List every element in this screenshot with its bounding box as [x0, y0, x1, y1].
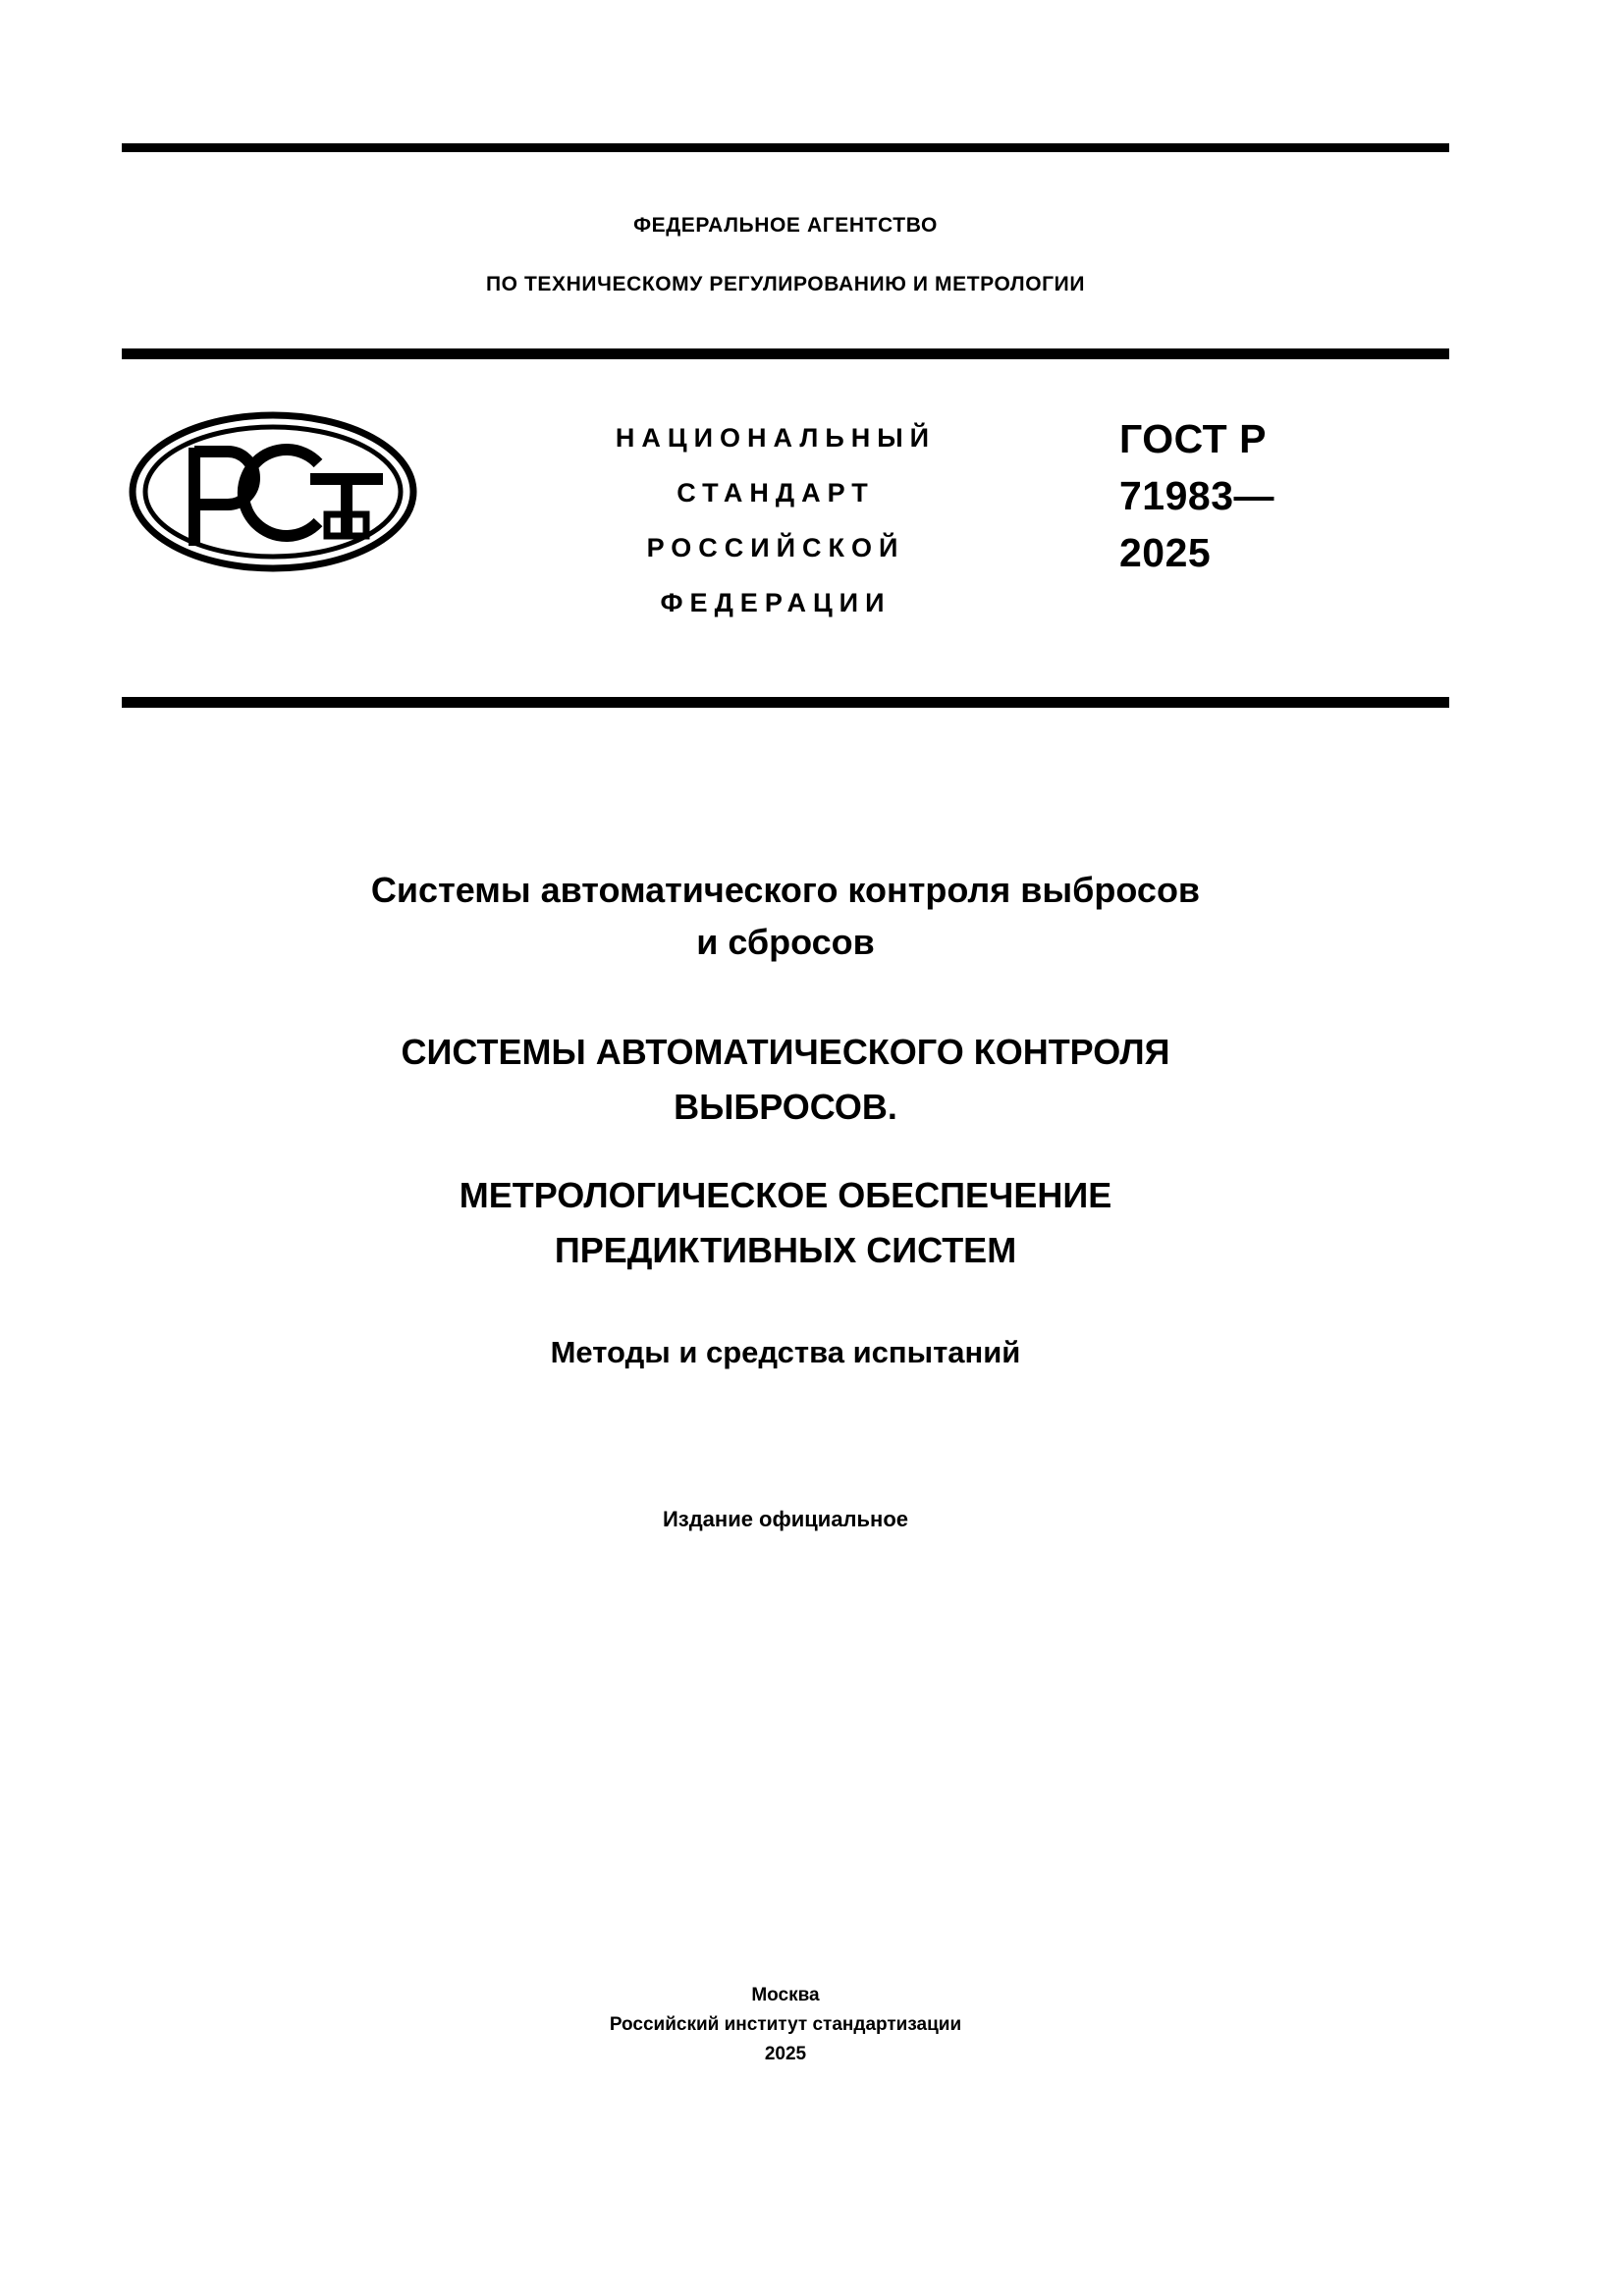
- official-edition-note: Издание официальное: [662, 1507, 909, 1531]
- document-subtitle: [147, 864, 1424, 968]
- imprint-block: [147, 1981, 1424, 2069]
- national-standard-line1: НАЦИОНАЛЬНЫЙ: [615, 423, 937, 453]
- imprint-publisher: Российский институт стандартизации: [609, 2014, 962, 2035]
- standard-designation-line3: 2025: [1119, 530, 1212, 575]
- imprint-city: Москва: [751, 1985, 820, 2005]
- national-standard-wording: [511, 410, 1041, 630]
- title-block: [147, 864, 1424, 1370]
- rosstandart-emblem-icon: [126, 408, 420, 575]
- agency-name-line2: ПО ТЕХНИЧЕСКОМУ РЕГУЛИРОВАНИЮ И МЕТРОЛОГИИ: [485, 273, 1086, 295]
- page-title-line3: МЕТРОЛОГИЧЕСКОЕ ОБЕСПЕЧЕНИЕ: [459, 1175, 1112, 1215]
- standard-designation-line1: ГОСТ Р: [1119, 416, 1267, 461]
- header-rule-middle: [122, 348, 1449, 359]
- imprint-year: 2025: [764, 2044, 807, 2064]
- header-rule-top: [122, 143, 1449, 152]
- national-standard-line3: РОССИЙСКОЙ: [646, 533, 905, 562]
- page-title-line4: ПРЕДИКТИВНЫХ СИСТЕМ: [554, 1230, 1017, 1270]
- document-subtitle-line2: и сбросов: [696, 922, 875, 962]
- agency-name-line1: ФЕДЕРАЛЬНОЕ АГЕНТСТВО: [633, 214, 938, 237]
- national-standard-line4: ФЕДЕРАЦИИ: [660, 588, 892, 617]
- document-subtitle-line1: Системы автоматического контроля выбросов: [370, 870, 1201, 910]
- standard-designation: [1119, 410, 1443, 581]
- page-title: [147, 1025, 1424, 1278]
- national-standard-line2: СТАНДАРТ: [677, 478, 875, 507]
- page-title-line1: СИСТЕМЫ АВТОМАТИЧЕСКОГО КОНТРОЛЯ: [401, 1032, 1170, 1072]
- methods-subtitle: Методы и средства испытаний: [550, 1335, 1021, 1369]
- header-rule-bottom: [122, 697, 1449, 708]
- page-title-line2: ВЫБРОСОВ.: [674, 1087, 897, 1127]
- standard-designation-line2: 71983—: [1119, 473, 1275, 518]
